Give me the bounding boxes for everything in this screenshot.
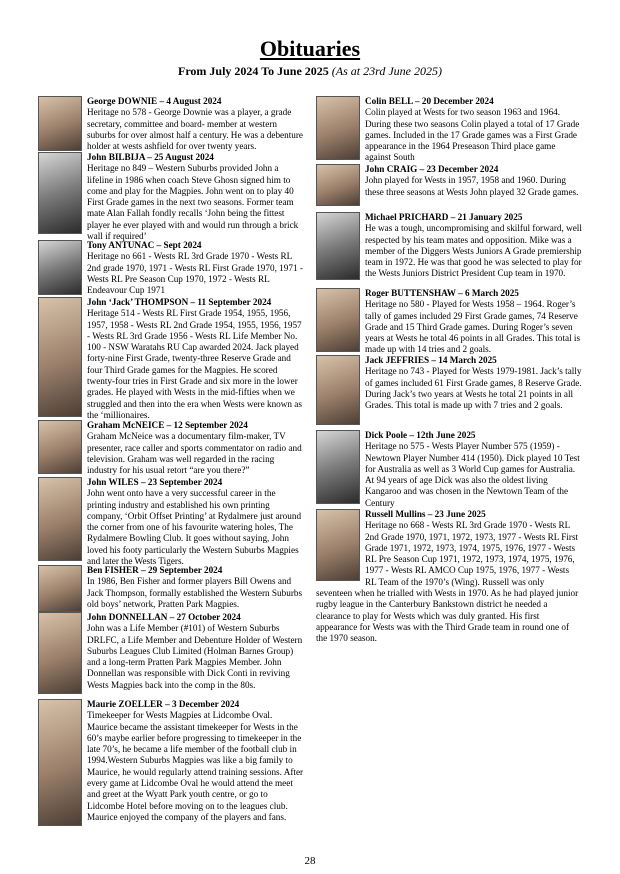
- person-photo: [38, 152, 82, 234]
- person-photo: [316, 430, 360, 504]
- entry-heading: John ‘Jack’ THOMPSON – 11 September 2024: [87, 297, 272, 307]
- page-number: 28: [304, 855, 316, 867]
- entry-heading: Ben FISHER – 29 September 2024: [87, 565, 223, 575]
- entry-heading: Graham McNEICE – 12 September 2024: [87, 420, 248, 430]
- person-photo: [316, 509, 360, 581]
- obituary-entry: [316, 509, 582, 645]
- obituary-entry: [316, 288, 582, 356]
- entry-heading: John WILES – 23 September 2024: [87, 477, 223, 487]
- person-photo: [316, 96, 360, 160]
- entry-heading: Russell Mullins – 23 June 2025: [365, 509, 486, 519]
- person-photo: [316, 212, 360, 280]
- entry-heading: John DONNELLAN – 27 October 2024: [87, 612, 241, 622]
- entry-text: Heritage no 743 - Played for Wests 1979-1981. Jack’s tally of games included 61 First Grade games, 8 Reserve Grade. During Jack’s two years at Wests he total 21 points in all Grades. This total is made up with 7 tries and 2 goals.: [365, 366, 582, 411]
- obituary-entry: [38, 240, 304, 297]
- person-photo: [38, 565, 82, 612]
- obituary-entry: [38, 297, 304, 421]
- entry-text: Graham McNeice was a documentary film-maker, TV presenter, race caller and sports commentator on radio and television. Graham was well regarded in the racing industry for his usual retort “are you there?”: [87, 431, 302, 476]
- page-subtitle: From July 2024 To June 2025 (As at 23rd June 2025): [177, 64, 442, 78]
- person-photo: [316, 288, 360, 352]
- entry-heading: John BILBIJA – 25 August 2024: [87, 152, 214, 162]
- entry-text: Heritage no 661 - Wests RL 3rd Grade 1970 - Wests RL 2nd grade 1970, 1971 - Wests RL First Grade 1970, 1971 - Wests RL Pre Season Cup 1970, 1972 - Wests RL Endeavour Cup 1971: [87, 251, 303, 296]
- entry-text: Heritage no 575 - Wests Player Number 575 (1959) - Newtown Player Number 414 (1950). Dick played 10 Test for Australia as well as 3 World Cup games for Australia. At 94 years of age Dick was also the oldest living Kangaroo and was chosen in the Newtown Team of the Century: [365, 441, 580, 508]
- entry-heading: Jack JEFFRIES – 14 March 2025: [365, 355, 497, 365]
- obituary-entry: [38, 612, 304, 696]
- entry-text: Timekeeper for Wests Magpies at Lidcombe Oval. Maurice became the assistant timekeeper for Wests in the 60’s maybe earlier before progressing to timekeeper in the late 70’s, he became a life member of the football club in 1994.Western Suburbs Magpies was like a big family to Maurice, he would regularly attend training sessions. After every game at Lidcombe Oval he would attend the meet and greet at the Wyatt Park youth centre, or go to Lidcombe Hotel before moving on to the leagues club. Maurice enjoyed the company of the players and fans.: [87, 710, 304, 822]
- obituary-entry: [38, 699, 304, 828]
- obituary-entry: [38, 420, 304, 476]
- person-photo: [38, 297, 82, 417]
- person-photo: [38, 477, 82, 561]
- person-photo: [38, 96, 82, 151]
- obituary-entry: [316, 430, 582, 509]
- obituary-entry: [38, 96, 304, 153]
- obituary-entry: [316, 96, 582, 164]
- entry-text: John was a Life Member (#101) of Western Suburbs DRLFC, a Life Member and Debenture Holder of Western Suburbs Leagues Club Limited (Holman Barnes Group) and a long-term Pratten Park Magpies Member. John Donnellan was responsible with Dick Conti in reviving Wests Magpies back into the comp in the 80s.: [87, 623, 303, 690]
- person-photo: [38, 420, 82, 474]
- obituary-entry: [316, 164, 582, 208]
- entry-text: Colin played at Wests for two season 1963 and 1964. During these two seasons Colin played a total of 17 Grade games. Included in the 17 Grade games was a First Grade appearance in the 1964 Preseason Third place game against South: [365, 107, 580, 163]
- obituary-entry: [38, 477, 304, 567]
- person-photo: [38, 699, 82, 826]
- entry-heading: Colin BELL – 20 December 2024: [365, 96, 494, 106]
- entry-text: Heritage no 580 - Played for Wests 1958 – 1964. Roger’s tally of games included 29 First Grade games, 74 Reserve Grade and 15 Third Grade games. During Roger’s seven years at Wests he total 46 points in all Grades. This total is made up with 14 tries and 2 goals.: [365, 299, 581, 355]
- obituary-entry: [316, 212, 582, 282]
- entry-text: Heritage no 849 – Western Suburbs provided John a lifeline in 1986 when coach Steve Ghosn signed him to come and play for the Magpies. John went on to play 40 First Grade games in the next two seasons. Former team mate Alan Fallah fondly recalls ‘John being the fittest player he ever played with and would run through a brick wall if required’: [87, 163, 299, 242]
- subtitle-date-note: (As at 23rd June 2025): [331, 64, 442, 78]
- entry-text: Heritage 514 - Wests RL First Grade 1954, 1955, 1956, 1957, 1958 - Wests RL 2nd Grade 1954, 1955, 1956, 1957 - Wests RL 3rd Grade 1956 - Wests RL Life Member No. 100 - NSW Waratahs RU Cap awarded 2024. Jack played forty-nine First Grade, twenty-three Reserve Grade and four Third Grade games for the Magpies. He scored twenty-four tries in First Grade and six more in the lower grades. He played with Wests in the mid-fifties when we struggled and then into the era when Wests were known as the ‘millionaires.: [87, 308, 302, 420]
- person-photo: [38, 240, 82, 295]
- person-photo: [38, 612, 82, 694]
- entry-heading: John CRAIG – 23 December 2024: [365, 164, 499, 174]
- entry-text: In 1986, Ben Fisher and former players Bill Owens and Jack Thompson, formally established the Western Suburbs old boys’ network, Pratten Park Magpies.: [87, 576, 303, 609]
- page-title: Obituaries: [259, 36, 361, 61]
- entry-text: Heritage no 578 - George Downie was a player, a grade secretary, committee and board- member at western suburbs for over almost half a century. He was a debenture holder at wests ashfield for over twenty years.: [87, 107, 303, 152]
- entry-heading: Michael PRICHARD – 21 January 2025: [365, 212, 523, 222]
- entry-text: John went onto have a very successful career in the printing industry and established his own printing company, ‘Orbit Offset Printing’ at Rydalmere just around the corner from one of his favourite watering holes, The Rydalmere Bowling Club. It goes without saying, John loved his footy particularly the Western Suburbs Magpies and later the Wests Tigers.: [87, 488, 302, 567]
- person-photo: [316, 355, 360, 425]
- entry-text: He was a tough, uncompromising and skilful forward, well respected by his team mates and opposition. Mike was a member of the Diggers Wests Juniors A Grade premiership team in 1972. He was that good he was selected to play for the Wests Juniors District President Cup team in 1970.: [365, 223, 582, 279]
- entry-heading: Tony ANTUNAC – Sept 2024: [87, 240, 202, 250]
- entry-text: John played for Wests in 1957, 1958 and 1960. During these three seasons at Wests John played 32 Grade games.: [365, 175, 579, 197]
- entry-heading: Maurie ZOELLER – 3 December 2024: [87, 699, 240, 709]
- person-photo: [316, 164, 360, 206]
- entry-heading: Dick Poole – 12th June 2025: [365, 430, 476, 440]
- obituary-entry: [38, 152, 304, 242]
- entry-text: Heritage no 668 - Wests RL 3rd Grade 1970 - Wests RL 2nd Grade 1970, 1971, 1972, 1973, 1977 - Wests RL First Grade 1971, 1972, 1973, 1974, 1975, 1976, 1977 - Wests RL Pre Season Cup 1971, 1972, 1973, 1974, 1975, 1976, 1977 - Wests RL AMCO Cup 1975, 1976, 1977 - Wests RL Team of the 1970’s (Wing). Russell was only seventeen when he trialled with Wests in 1970. As he had played junior rugby league in the Canterbury Bankstown district he needed a clearance to play for Wests which was duly granted. His first appearance for Wests was with the Third Grade team in round one of the 1970 season.: [316, 520, 579, 644]
- obituary-entry: [316, 355, 582, 427]
- entry-heading: George DOWNIE – 4 August 2024: [87, 96, 222, 106]
- entry-heading: Roger BUTTENSHAW – 6 March 2025: [365, 288, 519, 298]
- obituary-entry: [38, 565, 304, 614]
